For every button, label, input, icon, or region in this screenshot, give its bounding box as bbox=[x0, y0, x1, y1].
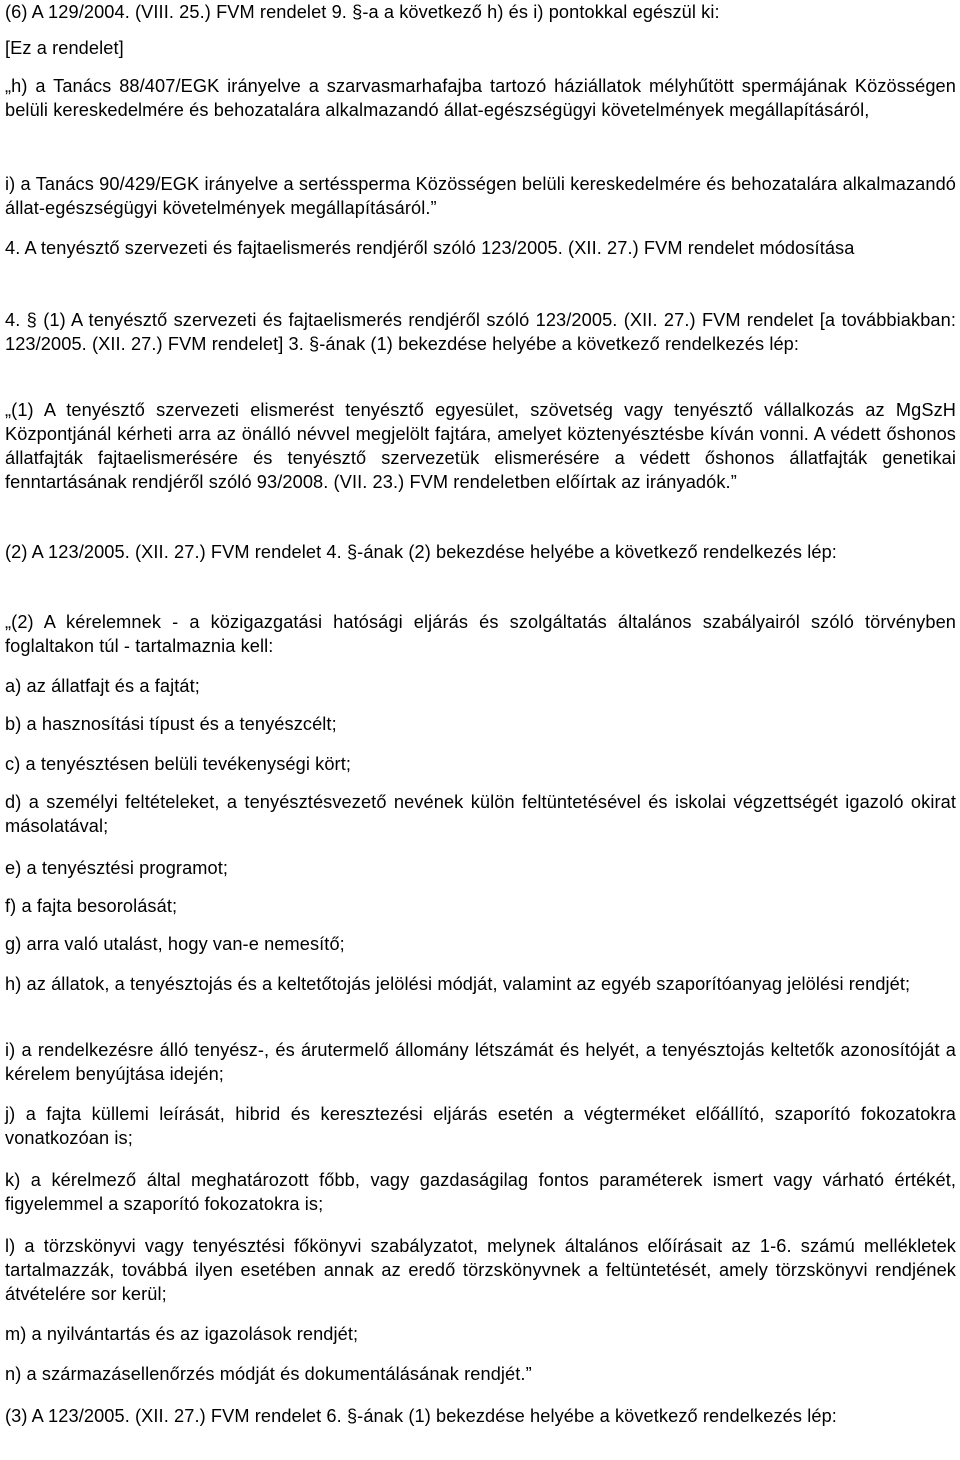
list-item-l: l) a törzskönyvi vagy tenyésztési főkönyvi szabályzatot, melynek általános előírásait az 1-6. számú mellékletek tartalmazzák, továbbá ilyen esetében annak az eredő törzskönyvnek a feltüntetését, amely törzskönyvi rendjének átvételére sor kerül; bbox=[5, 1236, 956, 1304]
list-item-f: f) a fajta besorolását; bbox=[5, 896, 178, 916]
list-item-a: a) az állatfajt és a fajtát; bbox=[5, 676, 200, 696]
paragraph-point-h: „h) a Tanács 88/407/EGK irányelve a szarvasmarhafajba tartozó háziállatok mélyhűtött spermájának Közösségen belüli kereskedelmére és behozatalára alkalmazandó állat-egészségügyi követelmények megállapításáról, bbox=[5, 76, 956, 120]
paragraph-quote-2: „(2) A kérelemnek - a közigazgatási hatósági eljárás és szolgáltatás általános szabályairól szóló törvényben foglaltakon túl - tartalmaznia kell: bbox=[5, 612, 956, 656]
list-item-n: n) a származásellenőrzés módját és dokumentálásának rendjét.” bbox=[5, 1364, 532, 1384]
list-item-c: c) a tenyésztésen belüli tevékenységi kört; bbox=[5, 754, 351, 774]
paragraph-quote-1: „(1) A tenyésztő szervezeti elismerést tenyésztő egyesület, szövetség vagy tenyésztő vállalkozás az MgSzH Központjánál kérheti arra az önálló névvel megjelölt fajtára, amelyet köztenyésztésbe kíván vonni. A védett őshonos állatfajták fajtaelismerésére és tenyésztő szervezetük elismerésére a védett őshonos állatfajták genetikai fenntartásának rendjéről szóló 93/2008. (VII. 23.) FVM rendeletben előírtak az irányadók.” bbox=[5, 400, 956, 492]
paragraph-point-i: i) a Tanács 90/429/EGK irányelve a sertéssperma Közösségen belüli kereskedelmére és behozatalára alkalmazandó állat-egészségügyi követelmények megállapításáról.” bbox=[5, 174, 956, 218]
paragraph-amendment-6: (6) A 129/2004. (VIII. 25.) FVM rendelet 9. §-a a következő h) és i) pontokkal egészül ki: bbox=[5, 2, 720, 22]
list-item-e: e) a tenyésztési programot; bbox=[5, 858, 229, 878]
list-item-j: j) a fajta küllemi leírását, hibrid és keresztezési eljárás esetén a végterméket előállító, szaporító fokozatokra vonatkozóan is; bbox=[5, 1104, 956, 1148]
section-heading-4: 4. A tenyésztő szervezeti és fajtaelismerés rendjéről szóló 123/2005. (XII. 27.) FVM rendelet módosítása bbox=[5, 238, 855, 258]
paragraph-section-4-3: (3) A 123/2005. (XII. 27.) FVM rendelet 6. §-ának (1) bekezdése helyébe a következő rendelkezés lép: bbox=[5, 1406, 837, 1426]
paragraph-section-4-1: 4. § (1) A tenyésztő szervezeti és fajtaelismerés rendjéről szóló 123/2005. (XII. 27.) FVM rendelet [a továbbiakban: 123/2005. (XII. 27.) FVM rendelet] 3. §-ának (1) bekezdése helyébe a következő rendelkezés lép: bbox=[5, 310, 956, 354]
list-item-b: b) a hasznosítási típust és a tenyészcélt; bbox=[5, 714, 337, 734]
list-item-h: h) az állatok, a tenyésztojás és a keltetőtojás jelölési módját, valamint az egyéb szaporítóanyag jelölési rendjét; bbox=[5, 974, 911, 994]
list-item-g: g) arra való utalást, hogy van-e nemesítő; bbox=[5, 934, 345, 954]
list-item-m: m) a nyilvántartás és az igazolások rendjét; bbox=[5, 1324, 359, 1344]
list-item-i: i) a rendelkezésre álló tenyész-, és árutermelő állomány létszámát és helyét, a tenyésztojás keltetők azonosítóját a kérelem benyújtása idején; bbox=[5, 1040, 956, 1084]
paragraph-section-4-2: (2) A 123/2005. (XII. 27.) FVM rendelet 4. §-ának (2) bekezdése helyébe a következő rendelkezés lép: bbox=[5, 542, 837, 562]
list-item-k: k) a kérelmező által meghatározott főbb, vagy gazdaságilag fontos paraméterek ismert vagy várható értékét, figyelemmel a szaporító fokozatokra is; bbox=[5, 1170, 956, 1214]
list-item-d: d) a személyi feltételeket, a tenyésztésvezető nevének külön feltüntetésével és iskolai végzettségét igazoló okirat másolatával; bbox=[5, 792, 956, 836]
paragraph-bracket-intro: [Ez a rendelet] bbox=[5, 38, 124, 58]
